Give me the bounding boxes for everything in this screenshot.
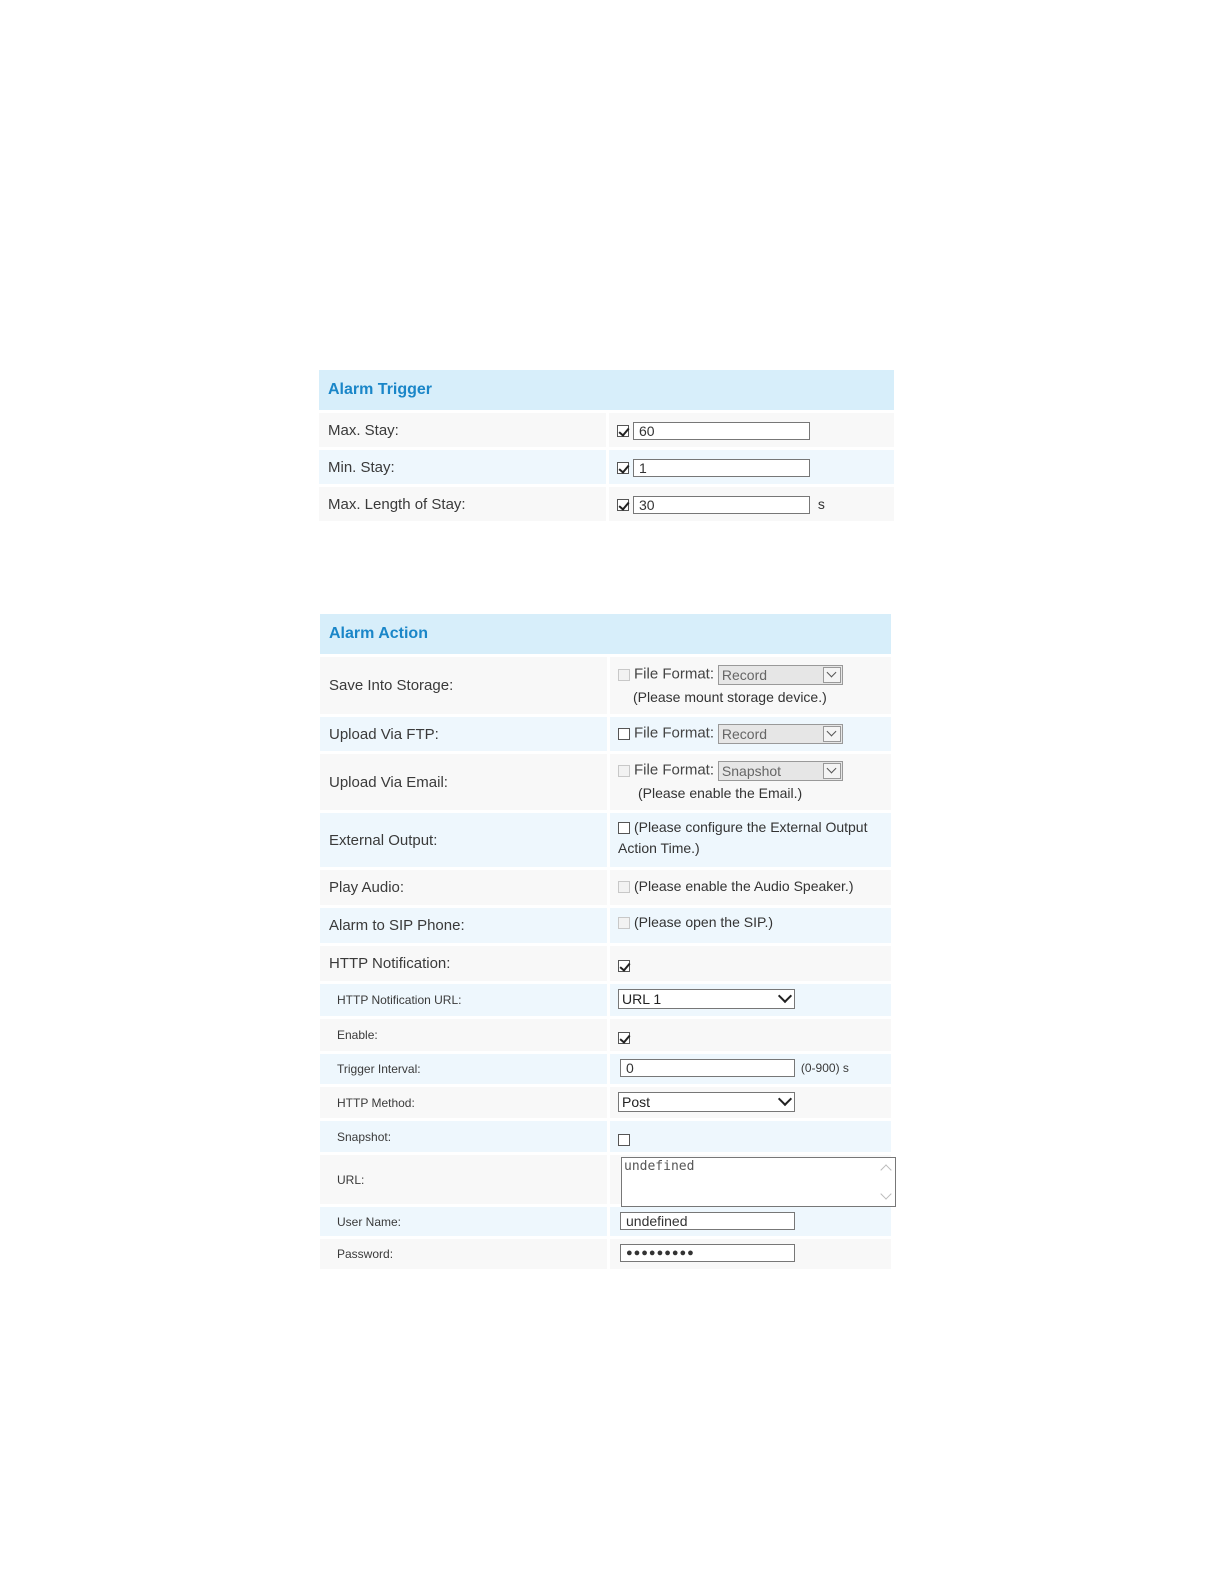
url-label: URL: bbox=[320, 1155, 607, 1204]
url-textarea[interactable] bbox=[621, 1157, 896, 1207]
sip-phone-row bbox=[320, 905, 891, 943]
http-url-value: URL 1 bbox=[622, 991, 662, 1007]
external-output-note-2: Action Time.) bbox=[618, 840, 700, 856]
upload-email-note: (Please enable the Email.) bbox=[638, 785, 803, 801]
user-name-row bbox=[320, 1204, 891, 1236]
snapshot-checkbox[interactable] bbox=[618, 1134, 630, 1146]
trigger-interval-row bbox=[320, 1051, 891, 1084]
max-stay-row bbox=[319, 410, 894, 447]
upload-email-row bbox=[320, 751, 891, 810]
trigger-interval-input[interactable]: 0 bbox=[620, 1059, 795, 1077]
external-output-checkbox[interactable] bbox=[618, 822, 630, 834]
http-url-select[interactable] bbox=[618, 989, 795, 1009]
enable-label: Enable: bbox=[320, 1019, 607, 1051]
save-storage-note: (Please mount storage device.) bbox=[633, 689, 827, 705]
enable-row bbox=[320, 1016, 891, 1051]
upload-ftp-format-value: Record bbox=[721, 726, 768, 742]
max-length-input[interactable]: 30 bbox=[633, 496, 810, 514]
max-stay-checkbox[interactable] bbox=[617, 425, 629, 437]
save-storage-row bbox=[320, 654, 891, 714]
http-method-row bbox=[320, 1084, 891, 1118]
play-audio-checkbox[interactable] bbox=[618, 881, 630, 893]
http-method-value: Post bbox=[622, 1094, 651, 1110]
alarm-trigger-panel bbox=[319, 370, 894, 521]
url-value: undefined bbox=[624, 1159, 695, 1174]
password-row bbox=[320, 1236, 891, 1269]
external-output-row bbox=[320, 810, 891, 867]
user-name-label: User Name: bbox=[320, 1207, 607, 1236]
external-output-label: External Output: bbox=[320, 813, 607, 867]
save-storage-format-label: File Format: bbox=[634, 665, 715, 683]
http-notification-row bbox=[320, 943, 891, 981]
save-storage-format-value: Record bbox=[721, 667, 768, 683]
http-notification-label: HTTP Notification: bbox=[320, 946, 607, 981]
chevron-down-icon bbox=[778, 989, 792, 1003]
save-storage-checkbox[interactable] bbox=[618, 669, 630, 681]
alarm-trigger-header: Alarm Trigger bbox=[319, 370, 894, 410]
alarm-action-panel bbox=[320, 614, 891, 1269]
http-notification-checkbox[interactable] bbox=[618, 960, 630, 972]
enable-checkbox[interactable] bbox=[618, 1032, 630, 1044]
min-stay-input[interactable]: 1 bbox=[633, 459, 810, 477]
upload-email-checkbox[interactable] bbox=[618, 765, 630, 777]
scroll-up-icon[interactable] bbox=[880, 1164, 891, 1175]
upload-ftp-label: Upload Via FTP: bbox=[320, 717, 607, 751]
max-stay-label: Max. Stay: bbox=[319, 413, 606, 447]
upload-ftp-checkbox[interactable] bbox=[618, 728, 630, 740]
http-method-label: HTTP Method: bbox=[320, 1087, 607, 1118]
play-audio-label: Play Audio: bbox=[320, 870, 607, 905]
upload-email-format-label: File Format: bbox=[634, 761, 715, 779]
snapshot-label: Snapshot: bbox=[320, 1121, 607, 1152]
chevron-down-icon bbox=[778, 1092, 792, 1106]
max-length-checkbox[interactable] bbox=[617, 499, 629, 511]
upload-ftp-format-select[interactable] bbox=[718, 724, 843, 744]
http-url-label: HTTP Notification URL: bbox=[320, 984, 607, 1016]
upload-email-format-select[interactable] bbox=[718, 761, 843, 781]
snapshot-row bbox=[320, 1118, 891, 1152]
trigger-interval-label: Trigger Interval: bbox=[320, 1054, 607, 1084]
sip-phone-label: Alarm to SIP Phone: bbox=[320, 908, 607, 943]
user-name-input[interactable]: undefined bbox=[620, 1212, 795, 1230]
http-url-row bbox=[320, 981, 891, 1016]
save-storage-format-select[interactable] bbox=[718, 665, 843, 685]
play-audio-note: (Please enable the Audio Speaker.) bbox=[634, 878, 854, 894]
max-length-label: Max. Length of Stay: bbox=[319, 487, 606, 521]
upload-ftp-row bbox=[320, 714, 891, 751]
url-row bbox=[320, 1152, 891, 1204]
max-stay-input[interactable]: 60 bbox=[633, 422, 810, 440]
http-method-select[interactable] bbox=[618, 1092, 795, 1112]
chevron-down-icon bbox=[823, 667, 841, 683]
alarm-action-header: Alarm Action bbox=[320, 614, 891, 654]
password-label: Password: bbox=[320, 1239, 607, 1269]
max-length-row bbox=[319, 484, 894, 521]
save-storage-label: Save Into Storage: bbox=[320, 657, 607, 714]
min-stay-label: Min. Stay: bbox=[319, 450, 606, 484]
chevron-down-icon bbox=[823, 726, 841, 742]
sip-phone-note: (Please open the SIP.) bbox=[634, 914, 774, 930]
max-length-unit: s bbox=[817, 496, 825, 512]
upload-email-format-value: Snapshot bbox=[721, 763, 782, 779]
upload-ftp-format-label: File Format: bbox=[634, 724, 715, 742]
sip-phone-checkbox[interactable] bbox=[618, 917, 630, 929]
play-audio-row bbox=[320, 867, 891, 905]
password-input[interactable]: ●●●●●●●●● bbox=[620, 1244, 795, 1262]
scroll-down-icon[interactable] bbox=[880, 1188, 891, 1199]
external-output-note-1: (Please configure the External Output bbox=[634, 819, 868, 835]
min-stay-row bbox=[319, 447, 894, 484]
trigger-interval-hint: (0-900) s bbox=[800, 1061, 849, 1075]
chevron-down-icon bbox=[823, 763, 841, 779]
upload-email-label: Upload Via Email: bbox=[320, 754, 607, 810]
min-stay-checkbox[interactable] bbox=[617, 462, 629, 474]
